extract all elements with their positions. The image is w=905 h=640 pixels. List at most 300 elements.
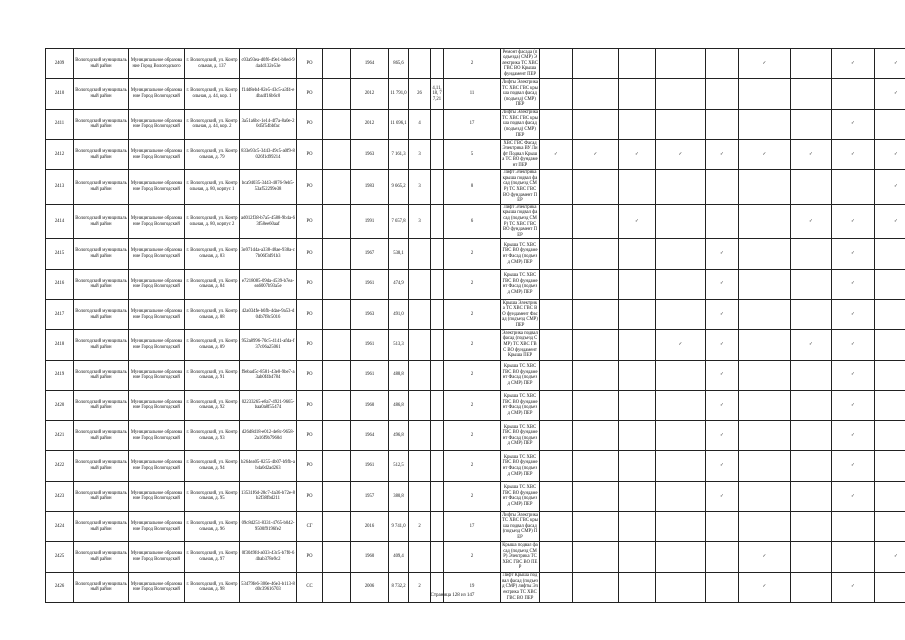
guid-cell: 0f3049fd-a033-43c5-b7f0-64bab378e9c2 <box>240 542 297 572</box>
check-mark-cell: ✓ <box>706 421 739 451</box>
address-cell: г. Вологодский, ул. Контрольная, д. 88 <box>185 299 240 329</box>
check-mark-cell: ✓ <box>619 204 656 239</box>
empty-check-cell <box>573 481 619 511</box>
blank-cell <box>323 330 351 360</box>
municipality-cell: Муниципальное образование Город Вологодский <box>129 390 185 420</box>
floors-cell: 4 <box>409 109 431 139</box>
area-cell: 11 791,0 <box>389 79 409 109</box>
year-cell: 2012 <box>351 79 389 109</box>
check-mark-cell: ✓ <box>832 49 875 79</box>
district-cell: Вологодский муниципальный район <box>74 299 129 329</box>
year-cell: 1960 <box>351 542 389 572</box>
empty-check-cell <box>573 360 619 390</box>
blank-cell <box>323 542 351 572</box>
area-cell: 488,8 <box>389 360 409 390</box>
floors-cell <box>409 421 431 451</box>
year-cell: 1961 <box>351 360 389 390</box>
empty-check-cell <box>573 390 619 420</box>
row-number: 2426 <box>46 572 74 602</box>
empty-check-cell <box>573 109 619 139</box>
form-cell: РО <box>297 299 323 329</box>
district-cell: Вологодский муниципальный район <box>74 109 129 139</box>
empty-check-cell <box>540 269 573 299</box>
empty-check-cell <box>791 109 832 139</box>
empty-check-cell <box>739 269 791 299</box>
empty-check-cell <box>656 79 706 109</box>
empty-check-cell <box>739 481 791 511</box>
table-row <box>46 269 905 299</box>
blank-cell <box>323 170 351 205</box>
district-cell: Вологодский муниципальный район <box>74 139 129 169</box>
row-number: 2411 <box>46 109 74 139</box>
municipality-cell: Муниципальное образование Город Вологодский <box>129 269 185 299</box>
guid-cell: 02233265-e8a7-4921-9665-baa0a8f55474 <box>240 390 297 420</box>
empty-check-cell <box>875 269 905 299</box>
municipality-cell: Муниципальное образование Город Вологодский <box>129 511 185 541</box>
empty-check-cell <box>656 299 706 329</box>
form-cell: СС <box>297 572 323 602</box>
guid-cell: 09c8d251-8331-4765-b042-9500f9196fe2 <box>240 511 297 541</box>
check-mark-cell: ✓ <box>832 421 875 451</box>
area-cell: 538,1 <box>389 239 409 269</box>
check-mark-cell: ✓ <box>706 139 739 169</box>
empty-check-cell <box>791 239 832 269</box>
entrances-cell <box>431 511 444 541</box>
check-mark-cell: ✓ <box>706 390 739 420</box>
address-cell: г. Вологодский, ул. Контрольная, д. 92 <box>185 390 240 420</box>
municipality-cell: Муниципальное образование Город Вологодский <box>129 330 185 360</box>
check-mark-cell: ✓ <box>706 269 739 299</box>
empty-check-cell <box>573 421 619 451</box>
form-cell: РО <box>297 170 323 205</box>
empty-check-cell <box>875 511 905 541</box>
empty-check-cell <box>540 204 573 239</box>
entrances-cell <box>431 542 444 572</box>
year-cell: 2006 <box>351 572 389 602</box>
empty-check-cell <box>739 360 791 390</box>
form-cell: РО <box>297 451 323 481</box>
year-cell: 1957 <box>351 481 389 511</box>
area-cell: 496,8 <box>389 421 409 451</box>
municipality-cell: Муниципальное образование Город Вологодский <box>129 79 185 109</box>
empty-check-cell <box>656 109 706 139</box>
check-mark-cell: ✓ <box>875 542 905 572</box>
empty-check-cell <box>573 79 619 109</box>
blank-cell <box>323 390 351 420</box>
lifts-cell: 2 <box>444 542 501 572</box>
empty-check-cell <box>573 269 619 299</box>
entrances-cell <box>431 170 444 205</box>
entrances-cell <box>431 360 444 390</box>
entrances-cell <box>431 421 444 451</box>
check-mark-cell: ✓ <box>832 239 875 269</box>
year-cell: 1963 <box>351 299 389 329</box>
entrances-cell <box>431 481 444 511</box>
empty-check-cell <box>706 204 739 239</box>
table-row <box>46 170 905 205</box>
row-number: 2415 <box>46 239 74 269</box>
check-mark-cell: ✓ <box>706 239 739 269</box>
empty-check-cell <box>875 421 905 451</box>
blank-cell <box>323 299 351 329</box>
year-cell: 2012 <box>351 109 389 139</box>
lifts-cell: 2 <box>444 239 501 269</box>
area-cell: 9 741,0 <box>389 511 409 541</box>
empty-check-cell <box>540 390 573 420</box>
floors-cell <box>409 239 431 269</box>
check-mark-cell: ✓ <box>875 79 905 109</box>
municipality-cell: Муниципальное образование Город Вологодский <box>129 204 185 239</box>
check-mark-cell: ✓ <box>875 139 905 169</box>
address-cell: г. Вологодский, ул. Контрольная, д. 93 <box>185 421 240 451</box>
municipality-cell: Муниципальное образование Город Вологодский <box>129 170 185 205</box>
municipality-cell: Муниципальное образование Город Вологодский <box>129 360 185 390</box>
empty-check-cell <box>656 481 706 511</box>
guid-cell: 952a8996-70c5-4141-afda-f37c06a25061 <box>240 330 297 360</box>
works-cell: ХВС ГВС Фасад Электрика ВУ Лифт Подвал Крыша ТС ВО фундамент ПЕР <box>502 140 538 168</box>
empty-check-cell <box>656 542 706 572</box>
lifts-cell: 19 <box>444 572 501 602</box>
empty-check-cell <box>739 79 791 109</box>
form-cell: РО <box>297 239 323 269</box>
year-cell: 1961 <box>351 269 389 299</box>
row-number: 2423 <box>46 481 74 511</box>
empty-check-cell <box>656 390 706 420</box>
lifts-cell: 2 <box>444 451 501 481</box>
area-cell: 491,0 <box>389 299 409 329</box>
works-cell: Лифт Крыша подвал фасад (подъезд СМР) лифты Электрика ТС ХВС ГВС ВО ПЕР <box>502 573 538 601</box>
address-cell: г. Вологодский, ул. Контрольная, д. 137 <box>185 49 240 79</box>
check-mark-cell: ✓ <box>832 204 875 239</box>
district-cell: Вологодский муниципальный район <box>74 170 129 205</box>
district-cell: Вологодский муниципальный район <box>74 330 129 360</box>
year-cell: 1964 <box>351 49 389 79</box>
address-cell: г. Вологодский, ул. Контрольная, д. 44, кор. 1 <box>185 79 240 109</box>
row-number: 2419 <box>46 360 74 390</box>
check-mark-cell: ✓ <box>832 481 875 511</box>
works-cell: Лифт Электрика крыша подвал фасад (подъезд СМР) ТС ХВС ГВС ВО фундамент ПЕР <box>501 170 540 205</box>
empty-check-cell <box>656 360 706 390</box>
form-cell: РО <box>297 49 323 79</box>
empty-check-cell <box>540 330 573 360</box>
works-cell: Лифты Электрика ТС ХВС ГВС крыша подвал фасад (подъезд) СМР) ПЕР <box>502 79 539 108</box>
works-cell: Крыша Электрика ТС ХВС ГВС ВО фундамент Фасад (подъезд СМР) ПЕР <box>502 300 538 328</box>
area-cell: 8 732,2 <box>389 572 409 602</box>
empty-check-cell <box>656 170 706 205</box>
check-mark-cell: ✓ <box>706 299 739 329</box>
check-mark-cell: ✓ <box>832 451 875 481</box>
empty-check-cell <box>619 330 656 360</box>
form-cell: РО <box>297 481 323 511</box>
floors-cell: 2 <box>409 572 431 602</box>
entrances-cell <box>431 139 444 169</box>
empty-check-cell <box>573 451 619 481</box>
empty-check-cell <box>791 421 832 451</box>
empty-check-cell <box>791 360 832 390</box>
district-cell: Вологодский муниципальный район <box>74 542 129 572</box>
entrances-cell <box>431 204 444 239</box>
area-cell: 486,8 <box>389 390 409 420</box>
empty-check-cell <box>619 390 656 420</box>
row-number: 2425 <box>46 542 74 572</box>
address-cell: г. Вологодский, ул. Контрольная, д. 91 <box>185 360 240 390</box>
empty-check-cell <box>619 542 656 572</box>
area-cell: 7 161,3 <box>389 139 409 169</box>
guid-cell: b264ea05-8255-4b07-b9fb-ab4a0d2ad263 <box>240 451 297 481</box>
empty-check-cell <box>739 239 791 269</box>
empty-check-cell <box>739 511 791 541</box>
check-mark-cell: ✓ <box>832 572 875 602</box>
empty-check-cell <box>706 542 739 572</box>
empty-check-cell <box>656 269 706 299</box>
housing-register-table <box>45 48 905 603</box>
empty-check-cell <box>791 299 832 329</box>
works-cell: Лифт Электрика крыша подвал фасад (подъезд СМР) ТС ХВС ГВС ВО фундамент ПЕР <box>501 204 540 239</box>
register-sheet <box>45 48 898 603</box>
check-mark-cell: ✓ <box>739 572 791 602</box>
row-number: 2414 <box>46 204 74 239</box>
lifts-cell: 2 <box>444 330 501 360</box>
floors-cell <box>409 299 431 329</box>
empty-check-cell <box>832 542 875 572</box>
row-number: 2416 <box>46 269 74 299</box>
empty-check-cell <box>619 170 656 205</box>
form-cell: РО <box>297 79 323 109</box>
floors-cell <box>409 390 431 420</box>
municipality-cell: Муниципальное образование Город Вологодский <box>129 139 185 169</box>
table-row <box>46 139 905 169</box>
entrances-cell <box>431 330 444 360</box>
year-cell: 1964 <box>351 421 389 451</box>
empty-check-cell <box>706 49 739 79</box>
empty-check-cell <box>656 451 706 481</box>
floors-cell: 3 <box>409 204 431 239</box>
guid-cell: ad012f38-b7a5-4588-9b4a-63f58ee60aaf <box>240 204 297 239</box>
guid-cell: e7218085-09da-4539-b7ea-ea6007b93a5e <box>240 269 297 299</box>
empty-check-cell <box>540 421 573 451</box>
empty-check-cell <box>573 170 619 205</box>
floors-cell: 26 <box>409 79 431 109</box>
empty-check-cell <box>739 109 791 139</box>
empty-check-cell <box>619 299 656 329</box>
check-mark-cell: ✓ <box>832 299 875 329</box>
empty-check-cell <box>791 79 832 109</box>
year-cell: 1991 <box>351 204 389 239</box>
works-cell: Ремонт фасада (подъезда) СМР) Электрика ТС ХВС ГВС ВО Крыша фундамент ПЕР <box>502 49 538 78</box>
floors-cell: 2 <box>409 511 431 541</box>
empty-check-cell <box>656 239 706 269</box>
municipality-cell: Муниципальное образование Город Вологодский <box>129 239 185 269</box>
empty-check-cell <box>791 390 832 420</box>
check-mark-cell: ✓ <box>706 330 739 360</box>
works-cell: Крыша ТС ХВС ГВС ВО фундамент Фасад (подъезд СМР) ПЕР <box>501 239 540 269</box>
blank-cell <box>323 360 351 390</box>
empty-check-cell <box>739 421 791 451</box>
district-cell: Вологодский муниципальный район <box>74 360 129 390</box>
empty-check-cell <box>540 79 573 109</box>
empty-check-cell <box>791 170 832 205</box>
empty-check-cell <box>540 542 573 572</box>
check-mark-cell: ✓ <box>875 49 905 79</box>
empty-check-cell <box>619 511 656 541</box>
district-cell: Вологодский муниципальный район <box>74 511 129 541</box>
district-cell: Вологодский муниципальный район <box>74 481 129 511</box>
area-cell: 512,5 <box>389 451 409 481</box>
guid-cell: с03a93ea-d0f6-49e1-b0ed-94a4d132e53e <box>240 49 297 79</box>
empty-check-cell <box>706 170 739 205</box>
guid-cell: 42a034fe-b6fb-4dae-9a53-d04b7f8c5016 <box>240 299 297 329</box>
table-row <box>46 79 905 109</box>
empty-check-cell <box>739 451 791 481</box>
guid-cell: 3e971d4a-a338-48ae-938a-c7b06f3d91b3 <box>240 239 297 269</box>
check-mark-cell: ✓ <box>573 139 619 169</box>
check-mark-cell: ✓ <box>832 269 875 299</box>
entrances-cell <box>431 269 444 299</box>
empty-check-cell <box>540 49 573 79</box>
form-cell: РО <box>297 542 323 572</box>
floors-cell <box>409 451 431 481</box>
empty-check-cell <box>791 49 832 79</box>
table-row <box>46 109 905 139</box>
form-cell: РО <box>297 204 323 239</box>
check-mark-cell: ✓ <box>619 139 656 169</box>
area-cell: 513,3 <box>389 330 409 360</box>
blank-cell <box>323 451 351 481</box>
works-cell: Крыша ТС ХВС ГВС ВО фундамент Фасад (подъезд СМР) ПЕР <box>501 451 540 481</box>
empty-check-cell <box>791 511 832 541</box>
address-cell: г. Вологодский, ул. Контрольная, д. 44, кор. 2 <box>185 109 240 139</box>
area-cell: 380,8 <box>389 481 409 511</box>
blank-cell <box>323 239 351 269</box>
empty-check-cell <box>619 49 656 79</box>
empty-check-cell <box>791 451 832 481</box>
floors-cell: 3 <box>409 170 431 205</box>
lifts-cell: 5 <box>444 139 501 169</box>
row-number: 2413 <box>46 170 74 205</box>
municipality-cell: Муниципальное образование Город Вологодский <box>129 572 185 602</box>
district-cell: Вологодский муниципальный район <box>74 269 129 299</box>
table-row <box>46 299 905 329</box>
blank-cell <box>323 79 351 109</box>
check-mark-cell: ✓ <box>875 170 905 205</box>
empty-check-cell <box>875 109 905 139</box>
empty-check-cell <box>540 360 573 390</box>
entrances-cell <box>431 109 444 139</box>
empty-check-cell <box>619 360 656 390</box>
address-cell: г. Вологодский, ул. Контрольная, д. 98 <box>185 572 240 602</box>
check-mark-cell: ✓ <box>739 542 791 572</box>
empty-check-cell <box>540 170 573 205</box>
lifts-cell: 2 <box>444 49 501 79</box>
form-cell: РО <box>297 330 323 360</box>
empty-check-cell <box>540 299 573 329</box>
table-row <box>46 390 905 420</box>
district-cell: Вологодский муниципальный район <box>74 451 129 481</box>
check-mark-cell: ✓ <box>706 451 739 481</box>
empty-check-cell <box>656 511 706 541</box>
check-mark-cell: ✓ <box>791 139 832 169</box>
entrances-cell <box>431 390 444 420</box>
lifts-cell: 6 <box>444 204 501 239</box>
year-cell: 1983 <box>351 170 389 205</box>
guid-cell: 833e93c5-3443-49c5-a0f9-8026f1d99214 <box>240 139 297 169</box>
municipality-cell: Муниципальное образование Город Вологодский <box>129 299 185 329</box>
municipality-cell: Муниципальное образование Город Вологодский <box>129 421 185 451</box>
form-cell: СГ <box>297 511 323 541</box>
blank-cell <box>323 421 351 451</box>
row-number: 2422 <box>46 451 74 481</box>
check-mark-cell: ✓ <box>706 360 739 390</box>
check-mark-cell: ✓ <box>656 330 706 360</box>
municipality-cell: Муниципальное образование Город Вологодский <box>129 481 185 511</box>
row-number: 2417 <box>46 299 74 329</box>
works-cell: Крыша ТС ХВС ГВС ВО фундамент Фасад (подъезд СМР) ПЕР <box>501 390 540 420</box>
year-cell: 1961 <box>351 451 389 481</box>
floors-cell <box>409 481 431 511</box>
empty-check-cell <box>875 330 905 360</box>
row-number: 2418 <box>46 330 74 360</box>
municipality-cell: Муниципальное образование Город Вологодский <box>129 542 185 572</box>
row-number: 2409 <box>46 49 74 79</box>
row-number: 2421 <box>46 421 74 451</box>
works-cell: Крыша ТС ХВС ГВС ВО фундамент Фасад (подъезд СМР) ПЕР <box>501 269 540 299</box>
table-row <box>46 239 905 269</box>
guid-cell: f9ebad5c-8581-43e8-9be7-a3ab0f4b4784 <box>240 360 297 390</box>
empty-check-cell <box>573 299 619 329</box>
year-cell: 1967 <box>351 239 389 269</box>
municipality-cell: Муниципальное образование Город Вологодский <box>129 109 185 139</box>
empty-check-cell <box>619 269 656 299</box>
empty-check-cell <box>573 542 619 572</box>
area-cell: 11 696,1 <box>389 109 409 139</box>
district-cell: Вологодский муниципальный район <box>74 79 129 109</box>
empty-check-cell <box>791 542 832 572</box>
address-cell: г. Вологодский, ул. Контрольная, д. 80, корпус 1 <box>185 170 240 205</box>
form-cell: РО <box>297 360 323 390</box>
empty-check-cell <box>540 451 573 481</box>
empty-check-cell <box>875 451 905 481</box>
empty-check-cell <box>832 79 875 109</box>
district-cell: Вологодский муниципальный район <box>74 239 129 269</box>
blank-cell <box>323 49 351 79</box>
row-number: 2410 <box>46 79 74 109</box>
empty-check-cell <box>739 330 791 360</box>
district-cell: Вологодский муниципальный район <box>74 390 129 420</box>
table-row <box>46 204 905 239</box>
district-cell: Вологодский муниципальный район <box>74 49 129 79</box>
page-footer: Страница 128 из 147 <box>430 593 475 598</box>
empty-check-cell <box>739 204 791 239</box>
empty-check-cell <box>573 239 619 269</box>
empty-check-cell <box>706 79 739 109</box>
district-cell: Вологодский муниципальный район <box>74 572 129 602</box>
floors-cell <box>409 49 431 79</box>
lifts-cell: 2 <box>444 390 501 420</box>
lifts-cell: 11 <box>444 79 501 109</box>
lifts-cell: 17 <box>444 109 501 139</box>
empty-check-cell <box>875 239 905 269</box>
empty-check-cell <box>791 269 832 299</box>
empty-check-cell <box>573 330 619 360</box>
check-mark-cell: ✓ <box>875 204 905 239</box>
municipality-cell: Муниципальное образование Город Вологодский <box>129 451 185 481</box>
guid-cell: 53479fe6-300e-46e3-b113-8d0c39616703 <box>240 572 297 602</box>
check-mark-cell: ✓ <box>791 204 832 239</box>
works-cell: Крыша ТС ХВС ГВС ВО фундамент Фасад (подъезд СМР) ПЕР <box>501 360 540 390</box>
empty-check-cell <box>875 299 905 329</box>
area-cell: 409,4 <box>389 542 409 572</box>
blank-cell <box>323 481 351 511</box>
